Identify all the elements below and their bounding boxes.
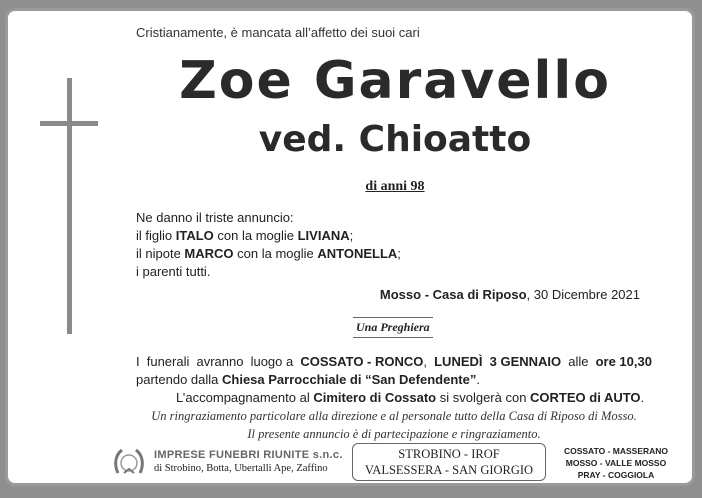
locations: COSSATO - MASSERANO MOSSO - VALLE MOSSO PRAY - COGGIOLA [563, 446, 669, 480]
wreath-logo-icon [112, 445, 146, 479]
announcement-line: Ne danno il triste annuncio: [136, 210, 294, 225]
prayer-label: Una Preghiera [353, 317, 433, 338]
announcement-line: i parenti tutti. [136, 264, 211, 279]
announcement [136, 209, 401, 281]
funeral-info [136, 353, 652, 407]
cross-bar [40, 121, 98, 126]
branch-box: STROBINO - IROF VALSESSERA - SAN GIORGIO [352, 443, 546, 481]
thanks: Un ringraziamento particolare alla direzione e al personale tutto della Casa di Riposo di Mosso. Il presente annuncio è di partecipazione e ringraziamento. [151, 409, 637, 441]
deceased-name: Zoe Garavello [179, 51, 611, 111]
intro-text: Cristianamente, è mancata all’affetto dei suoi cari [136, 25, 420, 40]
company-name: IMPRESE FUNEBRI RIUNITE s.n.c. [154, 449, 343, 461]
announcement-line: il figlio ITALO con la moglie LIVIANA; [136, 228, 354, 243]
age: di anni 98 [365, 179, 425, 194]
cross-icon [67, 78, 72, 334]
announcement-line: il nipote MARCO con la moglie ANTONELLA; [136, 246, 401, 261]
funeral-line: I funerali avranno luogo a COSSATO - RONCO, LUNEDÌ 3 GENNAIO alle ore 10,30 [136, 354, 652, 369]
widow-of: ved. Chioatto [258, 119, 532, 160]
funeral-line: L’accompagnamento al Cimitero di Cossato si svolgerà con CORTEO di AUTO. [176, 390, 645, 405]
funeral-line: partendo dalla Chiesa Parrocchiale di “San Defendente”. [136, 372, 480, 387]
place-date: Mosso - Casa di Riposo, 30 Dicembre 2021 [379, 287, 640, 302]
obituary-card [5, 8, 695, 486]
company-partners: di Strobino, Botta, Ubertalli Ape, Zaffino [154, 463, 328, 474]
